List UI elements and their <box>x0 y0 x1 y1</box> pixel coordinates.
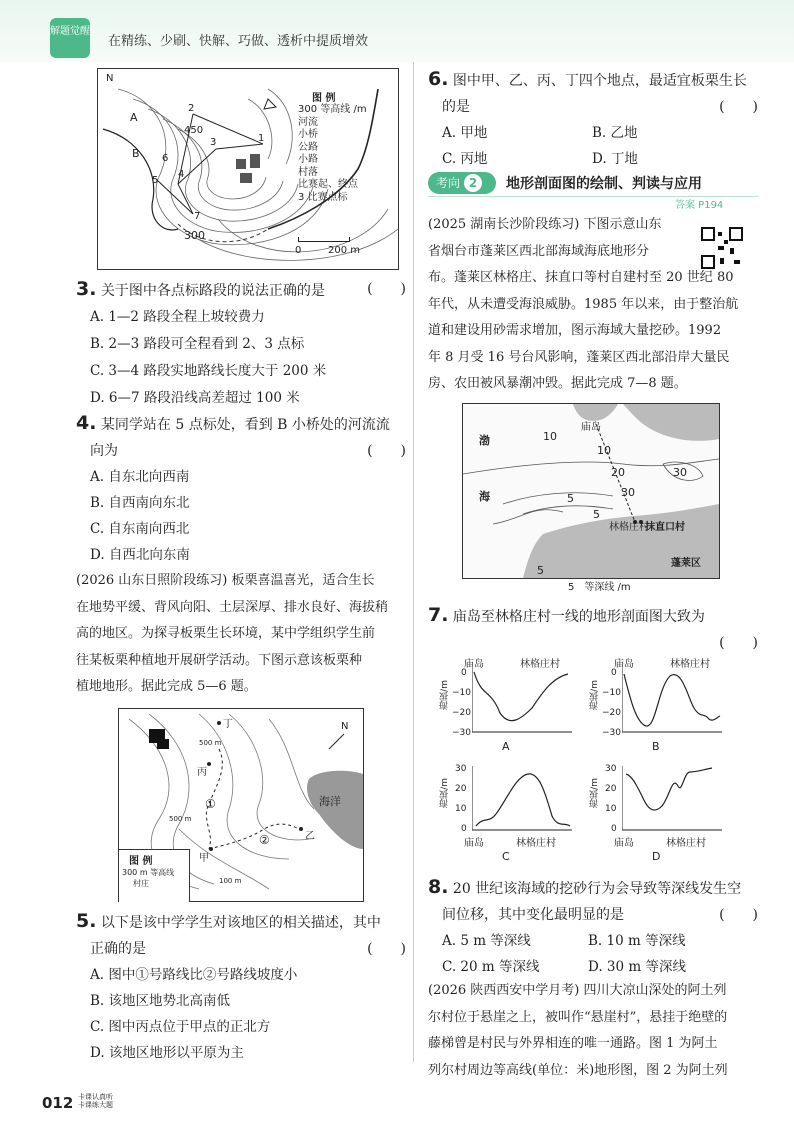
map3-depth: 10 <box>597 444 611 457</box>
profile-a-curve <box>472 668 572 738</box>
penglai-depth-map <box>462 403 720 579</box>
map3-sea-hai: 海 <box>479 490 490 503</box>
q5-option-b[interactable]: B. 该地区地势北高南低 <box>90 993 231 1009</box>
profile-b-ylabel: 海拔/m <box>590 680 600 710</box>
q3-stem: 关于图中各点标路段的说法正确的是 <box>100 283 325 299</box>
intro-line: 省烟台市蓬莱区西北部海域海底地形分 <box>428 243 650 259</box>
question-7 <box>428 602 758 656</box>
north-arrow: N <box>106 73 114 84</box>
intro-line: 藤梯曾是村民与外界相连的唯一通路。图 1 为阿土 <box>428 1036 718 1051</box>
map1-legend <box>298 89 394 204</box>
profile-d-ylabel: 海拔/m <box>590 778 600 808</box>
chestnut-terrain-map <box>118 708 364 902</box>
q7-number: 7. <box>428 604 449 626</box>
q4-stem-cont: 向为 <box>90 443 118 459</box>
profile-d-tick: 10 <box>605 804 617 814</box>
map1-label-p4: 4 <box>178 169 185 180</box>
map1-legend-item: 小路 <box>298 154 318 165</box>
q5-option-a[interactable]: A. 图中①号路线比②号路线坡度小 <box>90 967 298 983</box>
q4-option-d[interactable]: D. 自西北向东南 <box>90 547 190 563</box>
profile-a-tick: 0 <box>461 668 467 678</box>
map1-label-p3: 3 <box>210 137 217 148</box>
profile-b-left: 庙岛 <box>614 659 634 670</box>
profile-c <box>438 764 588 864</box>
profile-d-curve <box>622 766 722 832</box>
profile-panels <box>438 652 768 867</box>
map2-north: N <box>341 721 349 732</box>
profile-d-tick: 0 <box>611 824 617 834</box>
question-3 <box>76 276 406 412</box>
map1-contour-450: 450 <box>184 125 204 136</box>
profile-c-left: 庙岛 <box>464 838 484 849</box>
map1-legend-item: 比赛起、终点 <box>298 179 358 190</box>
map1-label-a: A <box>130 111 138 124</box>
q8-option-c[interactable]: C. 20 m 等深线 <box>442 959 540 975</box>
scale-bar <box>298 237 350 242</box>
map3-label-mozhikou: 抹直口村 <box>645 522 685 533</box>
intro-next <box>428 978 758 1084</box>
q5-stem-cont: 正确的是 <box>90 941 146 957</box>
profile-b-tick: −20 <box>602 708 621 718</box>
profile-c-right: 林格庄村 <box>516 838 556 849</box>
profile-a-tick: −20 <box>452 708 471 718</box>
scale-distance: 200 m <box>328 245 361 256</box>
profile-a-ylabel: 海拔/m <box>440 680 450 710</box>
intro-line: 高的地区。为探寻板栗生长环境，某中学组织学生前 <box>76 626 376 641</box>
intro-line: (2025 湖南长沙阶段练习) 下图示意山东 <box>428 217 662 232</box>
profile-b-curve <box>622 668 722 738</box>
map3-sea-bo: 渤 <box>479 434 490 447</box>
map3-depth: 30 <box>621 486 635 499</box>
map1-label-p6: 6 <box>162 153 169 164</box>
map2-contour-100: 100 m <box>219 877 242 885</box>
profile-c-tick: 10 <box>455 804 467 814</box>
q5-stem: 以下是该中学学生对该地区的相关描述，其中 <box>100 915 381 931</box>
q6-answer-blank[interactable]: ( ) <box>719 99 758 115</box>
profile-c-ylabel: 海拔/m <box>440 778 450 808</box>
map1-legend-item: 3 比赛点标 <box>298 191 348 203</box>
map3-depth: 30 <box>673 466 687 479</box>
map2-contour-500a: 500 m <box>199 739 222 747</box>
footer-tag: 卡课认真听 <box>78 1093 113 1101</box>
column-divider <box>413 62 414 1062</box>
profile-d-tick: 30 <box>605 764 617 774</box>
map1-legend-item: 公路 <box>298 141 318 153</box>
intro-line: 年 8 月受 16 号台风影响，蓬莱区西北部沿岸大量民 <box>428 349 730 365</box>
q7-answer-blank[interactable]: ( ) <box>719 635 758 651</box>
question-5 <box>76 908 406 1066</box>
q4-answer-blank[interactable]: ( ) <box>367 443 406 459</box>
profile-c-curve <box>472 766 572 832</box>
map2-label-ding: 丁 <box>223 719 233 730</box>
q3-option-a[interactable]: A. 1—2 路段全程上坡较费力 <box>90 309 265 325</box>
intro-line: 植地地形。据此完成 5—6 题。 <box>76 679 257 694</box>
header-slogan: 在精练、少刷、快解、巧做、透析中提质增效 <box>108 34 369 49</box>
q7-stem: 庙岛至林格庄村一线的地形剖面图大致为 <box>452 609 705 625</box>
q8-stem-cont: 间位移，其中变化最明显的是 <box>442 907 624 923</box>
map2-legend-item: 300 m 等高线 <box>122 868 175 877</box>
map2-contour-500b: 500 m <box>169 815 192 823</box>
profile-b-tick: −10 <box>602 688 621 698</box>
section-title: 地形剖面图的绘制、判读与应用 <box>506 176 702 192</box>
profile-c-tick: 20 <box>455 784 467 794</box>
question-6 <box>428 66 758 172</box>
map1-label-p5: 5 <box>152 175 159 186</box>
profile-a-tick: −10 <box>452 688 471 698</box>
q5-option-c[interactable]: C. 图中丙点位于甲点的正北方 <box>90 1019 271 1035</box>
map1-label-p1: 1 <box>258 133 265 144</box>
intro-line: 布。蓬莱区林格庄、抹直口等村自建村至 20 世纪 80 <box>428 270 734 285</box>
intro-line: (2026 陕西西安中学月考) 四川大凉山深处的阿土列 <box>428 983 727 998</box>
intro-line: (2026 山东日照阶段练习) 板栗喜温喜光，适合生长 <box>76 573 375 588</box>
race-contour-map <box>97 68 399 270</box>
q4-option-b[interactable]: B. 自西南向东北 <box>90 495 190 511</box>
profile-c-tick: 0 <box>461 824 467 834</box>
q6-option-d[interactable]: D. 丁地 <box>592 151 638 167</box>
map1-legend-item: 300 等高线 /m <box>298 104 367 115</box>
section-badge-number: 2 <box>464 174 482 192</box>
q3-answer-blank[interactable]: ( ) <box>367 281 406 297</box>
map1-label-p2: 2 <box>188 103 195 114</box>
map2-label-bing: 丙 <box>197 767 207 778</box>
intro-line: 房、农田被风暴潮冲毁。据此完成 7—8 题。 <box>428 376 687 391</box>
question-8 <box>428 874 758 980</box>
intro-line: 年代，从未遭受海浪威胁。1985 年以来，由于整治航 <box>428 296 739 312</box>
map3-depth: 20 <box>611 466 625 479</box>
q3-option-b[interactable]: B. 2—3 路段可全程看到 2、3 点标 <box>90 336 305 352</box>
map1-legend-item: 小桥 <box>298 129 318 140</box>
map2-legend-title: 图 例 <box>129 856 153 867</box>
section-badge-label: 考向 <box>436 176 461 190</box>
q6-option-b[interactable]: B. 乙地 <box>592 125 638 141</box>
q6-stem-cont: 的是 <box>442 99 470 115</box>
profile-a-letter: A <box>502 740 510 753</box>
q5-answer-blank[interactable]: ( ) <box>367 941 406 957</box>
map1-contour-300: 300 <box>184 229 205 242</box>
q8-stem: 20 世纪该海域的挖砂行为会导致等深线发生空 <box>452 881 742 897</box>
map2-label-yi: 乙 <box>305 831 315 842</box>
q8-number: 8. <box>428 876 449 898</box>
q4-option-c[interactable]: C. 自东南向西北 <box>90 521 190 537</box>
profile-d-left: 庙岛 <box>614 838 634 849</box>
footer-tag: 卡课练大题 <box>78 1101 113 1109</box>
map3-depth: 5 <box>567 492 574 505</box>
intro-line: 往某板栗种植地开展研学活动。下图示意该板栗种 <box>76 652 363 668</box>
map3-depth: 5 <box>537 564 544 577</box>
intro-line: 道和建设用砂需求增加，图示海域大量挖砂。1992 <box>428 323 722 338</box>
brand-logo: 解题觉醒 <box>50 18 90 58</box>
map3-depth: 5 <box>593 508 600 521</box>
intro-line: 在地势平缓、背风向阳、土层深厚、排水良好、海拔稍 <box>76 599 389 615</box>
map2-legend <box>119 849 190 902</box>
map3-label-miaodao: 庙岛 <box>581 422 601 433</box>
profile-d-right: 林格庄村 <box>666 838 706 849</box>
profile-d-tick: 20 <box>605 784 617 794</box>
q8-option-a[interactable]: A. 5 m 等深线 <box>442 933 531 949</box>
map3-label-penglai: 蓬莱区 <box>671 558 701 569</box>
map2-route-2: ② <box>259 833 270 847</box>
q6-number: 6. <box>428 68 449 90</box>
intro-line: 列尔村周边等高线(单位：米)地形图，图 2 为阿土列 <box>428 1062 728 1078</box>
page-number: 012 <box>42 1094 74 1112</box>
map3-label-linggezhuang: 林格庄村 <box>609 522 649 533</box>
q3-number: 3. <box>76 278 97 300</box>
map1-legend-title: 图 例 <box>312 93 336 104</box>
q4-stem: 某同学站在 5 点标处，看到 B 小桥处的河流流 <box>100 417 390 433</box>
profile-a-right: 林格庄村 <box>520 659 560 670</box>
profile-b-tick: −30 <box>602 728 621 738</box>
question-4 <box>76 410 406 568</box>
q6-option-c[interactable]: C. 丙地 <box>442 151 488 167</box>
answer-reference[interactable]: 答案 P194 <box>675 200 724 211</box>
profile-a-tick: −30 <box>452 728 471 738</box>
q8-answer-blank[interactable]: ( ) <box>719 907 758 923</box>
profile-a-left: 庙岛 <box>464 659 484 670</box>
map2-sea-label: 海洋 <box>319 795 341 808</box>
q3-option-c[interactable]: C. 3—4 路段实地路线长度大于 200 米 <box>90 363 327 379</box>
q3-option-d[interactable]: D. 6—7 路段沿线高差超过 100 米 <box>90 390 300 406</box>
q4-option-a[interactable]: A. 自东北向西南 <box>90 469 190 485</box>
q5-option-d[interactable]: D. 该地区地形以平原为主 <box>90 1045 244 1061</box>
q6-stem: 图中甲、乙、丙、丁四个地点，最适宜板栗生长 <box>452 73 747 89</box>
q6-option-a[interactable]: A. 甲地 <box>442 125 488 141</box>
intro-5-6 <box>76 568 406 701</box>
profile-d <box>588 764 738 864</box>
map3-caption: 5 等深线 /m <box>568 582 631 593</box>
profile-b <box>588 652 738 752</box>
qr-code-icon[interactable] <box>700 226 744 270</box>
map2-label-jia: 甲 <box>199 853 209 864</box>
profile-c-tick: 30 <box>455 764 467 774</box>
map1-legend-item: 村落 <box>298 166 318 178</box>
q8-option-b[interactable]: B. 10 m 等深线 <box>588 933 686 949</box>
scale-zero: 0 <box>295 245 302 256</box>
profile-b-letter: B <box>652 740 660 753</box>
q4-number: 4. <box>76 412 97 434</box>
map1-label-b: B <box>132 147 140 160</box>
q8-option-d[interactable]: D. 30 m 等深线 <box>588 959 686 975</box>
q5-number: 5. <box>76 910 97 932</box>
intro-line: 尔村位于悬崖之上，被叫作“悬崖村”，悬挂于绝壁的 <box>428 1009 728 1025</box>
section-badge <box>428 172 496 194</box>
map1-label-p7: 7 <box>194 211 201 222</box>
footer-tags <box>78 1093 113 1109</box>
profile-b-tick: 0 <box>611 668 617 678</box>
map2-legend-item: 村庄 <box>133 879 149 888</box>
map3-depth: 10 <box>543 430 557 443</box>
profile-a <box>438 652 588 752</box>
profile-b-right: 林格庄村 <box>670 659 710 670</box>
profile-d-letter: D <box>652 850 661 863</box>
map2-route-1: ① <box>205 797 216 811</box>
map1-legend-item: 河流 <box>298 116 318 128</box>
profile-c-letter: C <box>502 850 510 863</box>
